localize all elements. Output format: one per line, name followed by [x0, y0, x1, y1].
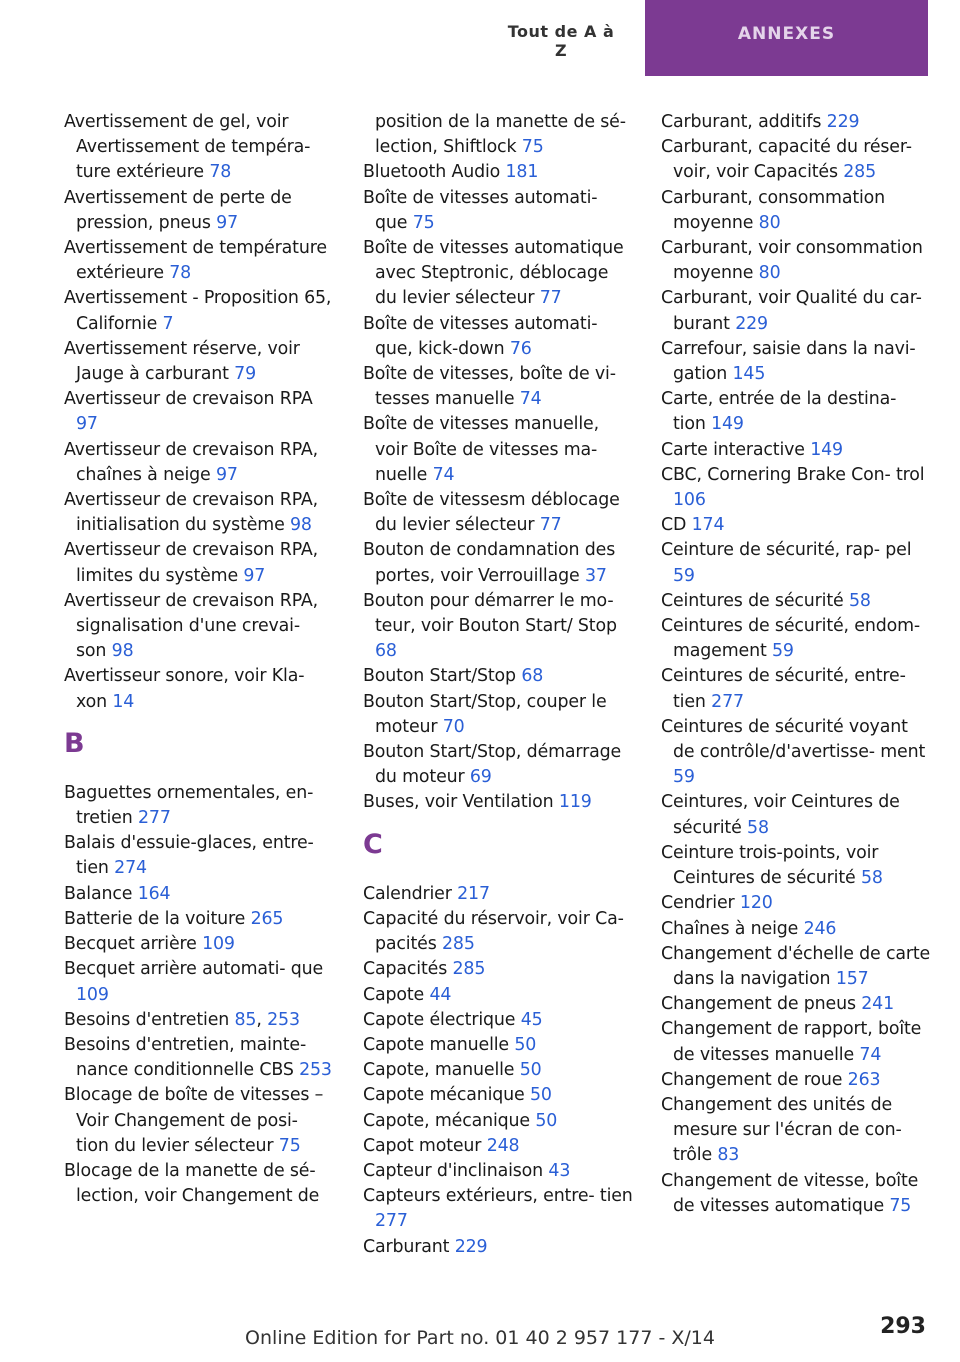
index-entry	[661, 463, 931, 513]
page-link[interactable]: 97	[243, 565, 266, 586]
index-entry	[661, 992, 931, 1017]
index-entry	[661, 438, 931, 463]
page-link[interactable]: 68	[521, 666, 544, 687]
index-entry	[64, 589, 334, 665]
index-entry-text: Avertisseur de crevaison RPA, limites du système	[64, 540, 319, 586]
page-link[interactable]: 97	[216, 212, 238, 233]
page-link[interactable]: 70	[442, 716, 465, 737]
index-entry	[363, 907, 633, 957]
page-link[interactable]: 50	[529, 1085, 552, 1106]
page-link[interactable]: 277	[711, 691, 744, 712]
index-entry-text: Capteur d'inclinaison	[363, 1160, 549, 1181]
index-entry-text: Changement de vitesse, boîte de vitesses automatique	[661, 1170, 919, 1216]
page-link[interactable]: 277	[375, 1211, 408, 1232]
index-entry	[363, 1083, 633, 1108]
index-entry-text: Changement d'échelle de carte dans la navigation	[661, 943, 931, 989]
index-entry	[64, 1033, 334, 1083]
page-link[interactable]: 229	[454, 1236, 488, 1257]
index-entry	[64, 882, 334, 907]
index-entry	[363, 790, 633, 815]
page-link[interactable]: 285	[452, 959, 486, 980]
page-link[interactable]: 149	[711, 414, 744, 435]
index-entry	[363, 362, 633, 412]
page-link[interactable]: 119	[558, 792, 592, 813]
index-entry-text: Changement de pneus	[661, 994, 862, 1015]
page-link[interactable]: 76	[509, 338, 532, 359]
index-entry-text: Balais d'essuie-glaces, entre- tien	[64, 833, 314, 879]
index-entry-text: Capot moteur	[363, 1135, 487, 1156]
page-link[interactable]: 253	[267, 1009, 300, 1030]
index-entry	[64, 932, 334, 957]
page-link[interactable]: 75	[889, 1195, 912, 1216]
index-entry	[363, 186, 633, 236]
section-letter-c: C	[363, 828, 383, 860]
index-entry-text: Bouton Start/Stop, couper le moteur	[363, 691, 607, 737]
page-link[interactable]: 174	[691, 515, 725, 536]
index-entry-text: Carrefour, saisie dans la navi- gation	[661, 338, 916, 385]
page-link[interactable]: 265	[250, 908, 284, 929]
page-link[interactable]: 75	[278, 1135, 301, 1156]
index-entry	[661, 135, 931, 185]
index-entry	[661, 110, 931, 135]
index-entry-text: position de la manette de sé- lection, Shiftlock	[375, 112, 626, 158]
index-entry-text: Bouton pour démarrer le mo- teur, voir Bouton Start/ Stop	[363, 590, 617, 637]
index-entry	[64, 186, 334, 236]
index-entry	[661, 942, 931, 992]
index-entry-text: Besoins d'entretien, mainte- nance conditionnelle CBS	[64, 1034, 307, 1081]
page-link[interactable]: 263	[847, 1069, 881, 1090]
index-list	[363, 882, 633, 1260]
page-link[interactable]: 145	[732, 364, 766, 385]
page-link[interactable]: 69	[469, 767, 492, 788]
page-link[interactable]: 120	[739, 893, 773, 914]
index-entry-text: Avertisseur de crevaison RPA, signalisation d'une crevai- son	[64, 590, 319, 662]
index-entry	[661, 236, 931, 286]
page-link[interactable]: 241	[861, 994, 894, 1015]
index-entry	[661, 186, 931, 236]
index-entry	[363, 1159, 633, 1184]
index-entry	[363, 690, 633, 740]
page-link[interactable]: 78	[209, 162, 232, 183]
index-entry	[64, 1159, 334, 1209]
page-link[interactable]: 78	[169, 263, 192, 284]
page-link[interactable]: 14	[112, 691, 135, 712]
index-entry	[661, 891, 931, 916]
index-entry-text: Becquet arrière	[64, 934, 203, 955]
index-entry	[661, 589, 931, 614]
index-entry	[661, 1093, 931, 1169]
index-entry	[661, 513, 931, 538]
index-entry-text: Changement de rapport, boîte de vitesses manuelle	[661, 1019, 922, 1065]
index-entry-text: Avertisseur sonore, voir Kla- xon	[64, 666, 305, 712]
index-entry	[661, 917, 931, 942]
page-link[interactable]: 43	[548, 1160, 571, 1181]
index-entry	[64, 781, 334, 831]
index-entry	[64, 488, 334, 538]
page-link[interactable]: 109	[76, 984, 109, 1005]
index-entry-text: Capacités	[363, 959, 453, 980]
index-entry-text: Carburant, consommation moyenne	[661, 187, 886, 233]
index-list	[64, 781, 334, 1209]
page-link[interactable]: 77	[539, 515, 562, 536]
index-entry-text: Capote mécanique	[363, 1085, 530, 1106]
index-column-2	[363, 110, 633, 1260]
index-entry-text: Capteurs extérieurs, entre- tien	[363, 1186, 633, 1207]
index-entry	[661, 715, 931, 791]
index-entry-text: Carburant, capacité du réser- voir, voir Capacités	[661, 137, 912, 183]
index-entry	[363, 882, 633, 907]
index-entry-text: Changement de roue	[661, 1069, 848, 1090]
page-link[interactable]: 45	[520, 1009, 543, 1030]
page-link[interactable]: 181	[505, 162, 539, 183]
index-entry-text: Ceinture de sécurité, rap- pel	[661, 540, 912, 561]
page-link[interactable]: 98	[290, 515, 312, 536]
index-entry	[363, 740, 633, 790]
index-entry	[64, 1083, 334, 1159]
page-link[interactable]: 97	[216, 464, 238, 485]
running-header: Tout de A à Z	[507, 22, 615, 60]
page-link[interactable]: 149	[810, 439, 843, 460]
page-link[interactable]: 253	[299, 1060, 332, 1081]
page-link[interactable]: 97	[76, 414, 98, 435]
index-entry-text: Capacité du réservoir, voir Ca- pacités	[363, 908, 624, 955]
index-entry-text: Avertissement de température extérieure	[64, 238, 327, 284]
section-letter-b: B	[64, 727, 85, 759]
page-link[interactable]: 50	[535, 1110, 558, 1131]
page-link[interactable]: 74	[859, 1044, 882, 1065]
index-entry-text: Avertisseur de crevaison RPA	[64, 389, 313, 410]
index-entry	[64, 1008, 334, 1033]
index-entry	[661, 1169, 931, 1219]
index-entry	[661, 790, 931, 840]
index-entry-text: Avertissement - Proposition 65, Californie	[64, 288, 332, 334]
index-entry-text: Ceintures de sécurité, entre- tien	[661, 666, 906, 712]
index-entry-text: Bouton de condamnation des portes, voir Verrouillage	[363, 540, 616, 586]
index-entry	[64, 664, 334, 714]
index-entry-text: Balance	[64, 883, 138, 904]
index-entry-text: Batterie de la voiture	[64, 908, 251, 929]
index-entry	[363, 1184, 633, 1234]
index-entry	[661, 1068, 931, 1093]
page-link[interactable]: 285	[442, 934, 475, 955]
page-link[interactable]: 68	[375, 641, 397, 662]
index-entry	[661, 337, 931, 387]
index-entry-text: Bouton Start/Stop	[363, 666, 522, 687]
index-entry-text: Ceintures de sécurité voyant de contrôle/d'avertisse- ment	[661, 716, 926, 763]
index-entry-text: Carburant	[363, 1236, 455, 1257]
index-entry	[363, 412, 633, 488]
index-entry-text: Capote, mécanique	[363, 1110, 536, 1131]
page-link[interactable]: 274	[114, 858, 147, 879]
page-link[interactable]: 80	[758, 212, 781, 233]
page-link[interactable]: 109	[202, 934, 235, 955]
page-link[interactable]: 75	[412, 212, 435, 233]
page-link[interactable]: 58	[848, 590, 871, 611]
page-link[interactable]: 229	[826, 112, 860, 132]
page-link[interactable]: 7	[162, 313, 174, 334]
footer-edition: Online Edition for Part no. 01 40 2 957 177 - X/14	[245, 1327, 715, 1349]
index-entry-text: Bluetooth Audio	[363, 162, 506, 183]
index-entry-text: Boîte de vitesses automati- que	[363, 187, 598, 233]
page-link[interactable]: 59	[673, 767, 695, 788]
index-entry-text: Bouton Start/Stop, démarrage du moteur	[363, 742, 622, 788]
index-entry-text: Carburant, voir Qualité du car- burant	[661, 288, 922, 334]
page-link[interactable]: 277	[138, 808, 171, 829]
index-entry-text: Boîte de vitesses automatique avec Steptronic, déblocage du levier sélecteur	[363, 238, 624, 309]
index-entry	[363, 957, 633, 982]
index-entry-text: Becquet arrière automati- que	[64, 959, 324, 980]
index-entry	[64, 337, 334, 387]
index-entry	[64, 387, 334, 437]
index-entry-text: Capote électrique	[363, 1009, 521, 1030]
index-entry	[64, 538, 334, 588]
index-entry	[363, 1008, 633, 1033]
index-entry	[64, 110, 334, 186]
page-link[interactable]: 80	[758, 263, 781, 284]
page-link[interactable]: 217	[457, 883, 490, 904]
page-link[interactable]: 50	[514, 1034, 537, 1055]
index-column-1	[64, 110, 334, 1209]
index-entry-text: Carte interactive	[661, 439, 811, 460]
index-entry-text: Avertissement réserve, voir Jauge à carburant	[64, 338, 300, 385]
index-entry-text: CD	[661, 515, 692, 536]
index-column-3	[661, 110, 931, 1219]
index-entry	[64, 286, 334, 336]
index-entry-text: Boîte de vitesses automati- que, kick-down	[363, 313, 598, 359]
index-entry	[363, 1058, 633, 1083]
index-entry-text: Blocage de la manette de sé- lection, voir Changement de	[64, 1160, 320, 1207]
page-link[interactable]: 98	[111, 641, 134, 662]
index-entry	[64, 438, 334, 488]
index-entry	[64, 831, 334, 881]
index-entry-text: Boîte de vitesses, boîte de vi- tesses manuelle	[363, 364, 616, 410]
page-link[interactable]: 246	[803, 918, 837, 939]
index-list	[363, 110, 633, 816]
index-entry	[363, 1033, 633, 1058]
page-link[interactable]: 164	[137, 883, 171, 904]
index-entry	[363, 160, 633, 185]
page-link[interactable]: 229	[735, 313, 768, 334]
index-entry	[363, 110, 633, 160]
index-entry-text: Blocage de boîte de vitesses – Voir Changement de posi- tion du levier sélecteur	[64, 1085, 324, 1156]
page-link[interactable]: 83	[717, 1145, 740, 1166]
index-entry-text: Avertisseur de crevaison RPA, initialisation du système	[64, 490, 319, 536]
page-number: 293	[880, 1314, 926, 1339]
index-entry-text: Boîte de vitesses manuelle, voir Boîte de vitesses ma- nuelle	[363, 414, 599, 485]
page-link[interactable]: 285	[843, 162, 877, 183]
page-link[interactable]: 59	[772, 641, 794, 662]
index-list	[661, 110, 931, 1219]
index-entry-text: Capote manuelle	[363, 1034, 515, 1055]
index-entry	[661, 841, 931, 891]
index-entry-text: Baguettes ornementales, en- tretien	[64, 782, 314, 829]
index-entry	[363, 983, 633, 1008]
index-entry	[64, 907, 334, 932]
index-entry-text: Carburant, additifs	[661, 112, 827, 132]
index-entry	[661, 387, 931, 437]
page-link[interactable]: 74	[519, 389, 542, 410]
page-link[interactable]: 50	[519, 1060, 542, 1081]
page-link[interactable]: 59	[673, 565, 695, 586]
section-tab: ANNEXES	[645, 0, 928, 76]
index-entry	[363, 538, 633, 588]
page-link[interactable]: 74	[432, 464, 455, 485]
page-link[interactable]: 85	[234, 1009, 257, 1030]
page-link[interactable]: 157	[835, 968, 869, 989]
page-link[interactable]: 44	[429, 984, 452, 1005]
index-entry	[661, 538, 931, 588]
index-entry-text: Changement des unités de mesure sur l'écran de con- trôle	[661, 1094, 902, 1166]
index-entry-text: Carte, entrée de la destina- tion	[661, 389, 897, 435]
page-link[interactable]: 37	[584, 565, 607, 586]
page-link[interactable]: 58	[747, 817, 769, 838]
index-entry	[661, 664, 931, 714]
separator: ,	[256, 1009, 268, 1030]
index-list	[64, 110, 334, 715]
index-entry-text: Ceintures de sécurité, endom- magement	[661, 616, 921, 662]
index-entry-text: Cendrier	[661, 893, 740, 914]
index-entry-text: Buses, voir Ventilation	[363, 792, 559, 813]
index-entry-text: Chaînes à neige	[661, 918, 804, 939]
index-entry-text: Boîte de vitessesm déblocage du levier sélecteur	[363, 490, 620, 536]
index-entry	[363, 1235, 633, 1260]
page-link[interactable]: 77	[539, 288, 562, 309]
index-entry-text: Calendrier	[363, 883, 458, 904]
index-entry	[363, 1134, 633, 1159]
index-entry-text: Ceintures de sécurité	[661, 590, 849, 611]
page-link[interactable]: 75	[521, 137, 544, 158]
index-entry	[363, 589, 633, 665]
index-entry	[363, 664, 633, 689]
page-link[interactable]: 248	[486, 1135, 520, 1156]
index-entry	[661, 614, 931, 664]
index-entry	[363, 312, 633, 362]
index-entry-text: Besoins d'entretien	[64, 1009, 235, 1030]
index-entry-text: Capote	[363, 984, 430, 1005]
index-entry	[64, 236, 334, 286]
page-link[interactable]: 79	[234, 364, 257, 385]
index-entry	[363, 236, 633, 312]
index-entry-text: Avertisseur de crevaison RPA, chaînes à neige	[64, 439, 319, 485]
index-entry	[661, 286, 931, 336]
index-entry-text: Ceintures, voir Ceintures de sécurité	[661, 792, 900, 838]
index-entry-text: Capote, manuelle	[363, 1060, 520, 1081]
index-entry-text: Avertissement de perte de pression, pneus	[64, 187, 292, 233]
index-entry	[661, 1017, 931, 1067]
index-entry	[64, 957, 334, 1007]
index-entry-text: CBC, Cornering Brake Con- trol	[661, 464, 925, 485]
index-entry-text: Avertissement de gel, voir Avertissement de tempéra- ture extérieure	[64, 112, 311, 183]
index-entry	[363, 488, 633, 538]
page-link[interactable]: 58	[860, 868, 883, 889]
index-entry-text: Carburant, voir consommation moyenne	[661, 238, 923, 284]
index-entry	[363, 1109, 633, 1134]
page-link[interactable]: 106	[673, 490, 706, 511]
index-entry-text: Ceinture trois-points, voir Ceintures de sécurité	[661, 842, 879, 889]
